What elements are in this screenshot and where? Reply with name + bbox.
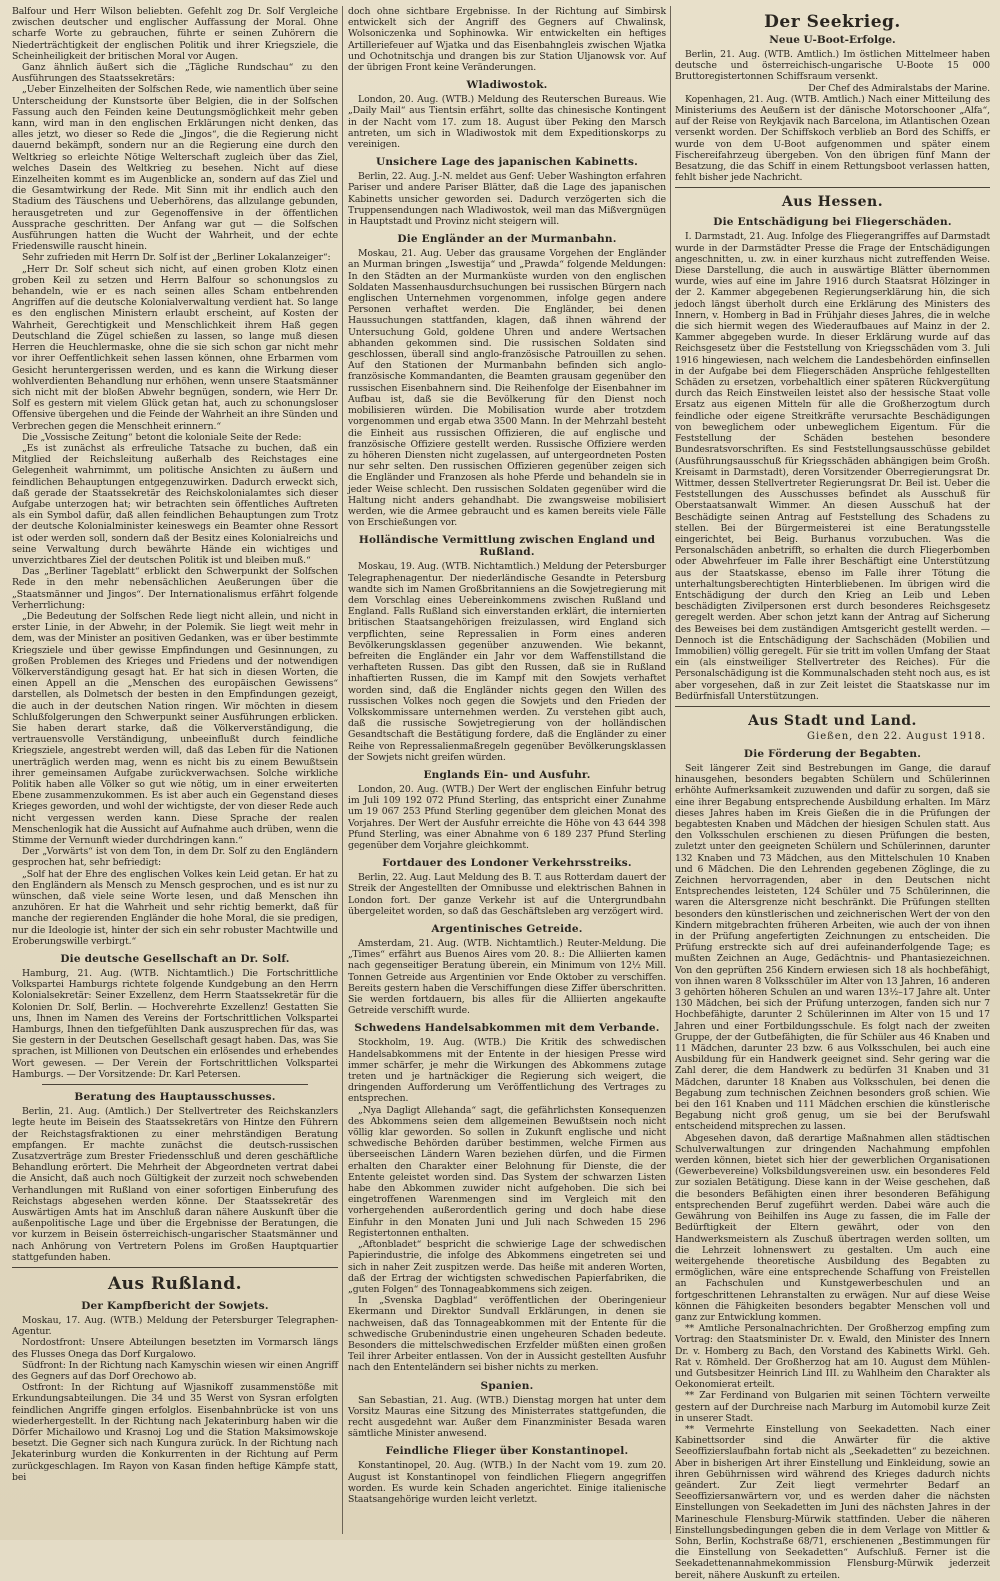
article-headline: Feindliche Flieger über Konstantinopel.: [385, 1445, 629, 1458]
article-paragraph: Kopenhagen, 21. Aug. (WTB. Amtlich.) Nach einer Mitteilung des Ministeriums des Aeußern ist der dänische Motorschooner „Alfa“, auf der Reise von Reykjavik nach Barcelona, im Atlantischen Ozean versenkt worden. Der Schiffskoch verblieb an Bord des Schiffs, er wurde von dem U-Boot aufgenommen und später einem Fischereifahrzeug übergeben. Von den übrigen fünf Mann der Besatzung, die das Schiff in einem Rettungsboot verlassen hatten, fehlt bisher jede Nachricht.: [675, 93, 990, 184]
news-item: ** Amtliche Personalnachrichten. Der Großherzog empfing zum Vortrag: den Staatsminister Dr. v. Ewald, den Minister des Innern Dr. v. Homberg zu Bach, den Vorstand des Kabinetts Wirkl. Geh. Rat v. Römheld. Der Großherzog hat am 10. August dem Mühlen- und Gutsbesitzer Heinrich Lind III. zu Wahlheim den Charakter als Oekonomierat erteilt.: [675, 1323, 990, 1391]
news-item: ** Vermehrte Einstellung von Seekadetten. Nach einer Kabinettsorder sind die Anwärter für die aktive Seeoffizierslaufbahn fortab nicht als „Seekadetten“ zu bezeichnen. Aber in bisherigen Art ihrer Einstellung und Einkleidung, sowie an ihren Gebührnissen wird während des Krieges dadurch nichts geändert. Zur Zeit liegt vermehrter Bedarf an Seeoffiziersanwärtern vor, und es werden daher die nächsten Einstellungen von Seekadetten im Juni des nächsten Jahres in der Marineschule Flensburg-Mürwik stattfinden. Ueber die näheren Einstellungsbedingungen geben die in dem Verlage von Mittler & Sohn, Berlin, Kochstraße 68/71, erschienenen „Bestimmungen für die Einstellung von Seekadetten“ Aufschluß. Ferner ist die Seekadettenannahmekommission Flensburg-Mürwik jederzeit bereit, nähere Auskunft zu erteilen.: [675, 1423, 990, 1581]
article-paragraph: Hamburg, 21. Aug. (WTB. Nichtamtlich.) Die Fortschrittliche Volkspartei Hamburgs richtete folgende Kundgebung an den Herrn Kolonialsekretär: Seiner Exzellenz, dem Herrn Staatssekretär für die Kolonien Dr. Solf, Berlin. — Hochverehrte Exzellenz! Gestatten Sie uns, Ihnen im Namen des Vereins der Fortschrittlichen Volkspartei Hamburgs, Ihnen den tiefgefühlten Dank auszusprechen für das, was Sie gestern in der Deutschen Gesellschaft gesagt haben. Das, was Sie sprachen, ist Millionen von Deutschen ein erlösendes und erhebendes Wort gewesen. — Der Verein der Fortschrittlichen Volkspartei Hamburgs. — Der Vorsitzende: Dr. Karl Petersen.: [12, 968, 338, 1080]
article-headline: Englands Ein- und Ausfuhr.: [423, 768, 591, 781]
article-headline: Unsichere Lage des japanischen Kabinetts.: [375, 156, 639, 169]
article-signature: Der Chef des Admiralstabs der Marine.: [808, 82, 990, 94]
article-paragraph: Ostfront: In der Richtung auf Wjasnikoff zusammenstöße mit Erkundungsabteilungen. Die 34 und 35 Werst von Sysran erfolgten feindlichen Angriffe gingen erfolglos. Eisenbahnbrücke ist von uns wiederhergestellt. In der Richtung nach Jekaterinburg haben wir die Dörfer Michailowo und Krasnoj Log und die Station Maksimowskoje besetzt. Die Gegner sich nach Kungura zurück. In der Richtung nach Jekaterinburg wurden die Konkurrenten in der Richtung auf Perm zurückgeschlagen. Im Rayon von Kasan finden heftige Kämpfe statt, bei: [12, 1382, 338, 1483]
section-rule: [42, 1084, 308, 1085]
article-paragraph: Berlin, 21. Aug. (WTB. Amtlich.) Im östlichen Mittelmeer haben deutsche und österreichisch-ungarische U-Boote 15 000 Bruttoregistertonnen Schiffsraum versenkt.: [675, 49, 990, 83]
article-paragraph: San Sebastian, 21. Aug. (WTB.) Dienstag morgen hat unter dem Vorsitz Mauras eine Sitzung des Ministerrates stattgefunden, die recht ausgedehnt war. Außer dem Finanzminister Besada waren sämtliche Minister anwesend.: [348, 1394, 666, 1440]
article-headline: Die Engländer an der Murmanbahn.: [397, 233, 617, 246]
article-paragraph: Berlin, 22. Aug. Laut Meldung des B. T. aus Rotterdam dauert der Streik der Angestellten der Omnibusse und elektrischen Bahnen in London fort. Der ganze Verkehr ist auf die Untergrundbahn übergeleitet worden, so daß das Geschäftsleben arg verzögert wird.: [348, 872, 666, 917]
article-paragraph: Berlin, 22. Aug. J.-N. meldet aus Genf: Ueber Washington erfahren Pariser und andere Pariser Blätter, daß die Lage des japanischen Kabinetts unsicher geworden sei. Dadurch verzögerten sich die Truppensendungen nach Wladiwostok, weil man das Mißvergnügen in Hauptstadt und Provinz nicht steigern will.: [348, 171, 666, 228]
article-paragraph: Balfour und Herr Wilson beliebten. Gefehlt zog Dr. Solf Vergleiche zwischen deutscher und englischer Auffassung der Moral. Ohne scharfe Worte zu gebrauchen, führte er seinen Zuhörern die Niederträchtigkeit der englischen Politik und ihrer Kriegsziele, die Scheinheiligkeit der britischen Moral vor Augen.: [12, 6, 338, 62]
column-divider: [342, 6, 343, 1534]
article-paragraph: Stockholm, 19. Aug. (WTB.) Die Kritik des schwedischen Handelsabkommens mit der Entente in der hiesigen Presse wird immer schärfer, je mehr die Wirkungen des Abkommens zutage treten und je hartnäckiger die Regierung sich weigert, die dringenden Aufforderung um Veröffentlichung des Vertrages zu entsprechen.: [348, 1037, 666, 1105]
article-paragraph: Seit längerer Zeit sind Bestrebungen im Gange, die darauf hinausgehen, besonders begabten Schülern und Schülerinnen erhöhte Aufmerksamkeit zuzuwenden und dafür zu sorgen, daß sie eine ihrer Begabung entsprechende Ausbildung erhalten. Im März dieses Jahres haben im Kreis Gießen die in die Prüfungen der begabtesten Knaben und Mädchen der hiesigen Schulen statt. Aus den Volksschulen erschienen zu diesen Prüfungen die besten, zuletzt unter den geeigneten Schülern und Schülerinnen, darunter 132 Knaben und 73 Mädchen, aus den Mittelschulen 10 Knaben und 6 Mädchen. Die den Lehrenden gegebenen Zöglinge, die zu Zeichnen hervorragenden, aber in den Deutschen nicht Entsprechendes leisteten, 124 Schüler und 75 Schülerinnen, die waren die Altersgrenze nicht beschränkt. Die Prüfungen stellten besonders den künstlerischen und zeichnerischen Wert der von den Kindern mitgebrachten früheren Arbeiten, wie auch der von ihnen in der Prüfung angefertigten Zeichnungen zu entscheiden. Die Prüfung erstreckte sich auf drei aufeinanderfolgende Tage; es mußten Zeichnen an Auge, Gedächtnis- und Phantasiezeichnen. Von den geprüften 256 Kindern erwiesen sich 18 als hochbefähigt, von ihnen waren 8 Volksschüler im Alter von 13 Jahren, 16 anderen 3 gehörten höheren Schulen an und waren 13½–17 Jahre alt. Unter 130 Mädchen, bei sich der Prüfung unterzogen, fanden sich nur 7 Hochbefähigte, darunter 2 Schülerinnen im Alter von 15 und 17 Jahren und einer Fortbildungsschule. Es folgt nach der zweiten Gruppe, der der Gutbefähigten, die für Schüler aus 46 Knaben und 11 Mädchen, darunter 23 bzw. 6 aus Volksschulen, bei auch eine Ausbildung für ein Handwerk geeignet sind. Sehr gering war die Zahl derer, die dem Handwerk zu bedürfen 31 Knaben und 31 Mädchen, darunter 18 Knaben aus Volksschulen, bei denen die Begabung zum technischen Zeichnen besonders groß schien. Wie bei den 161 Knaben und 111 Mädchen erschien die künstlerische Begabung nicht groß genug, um sie bei der Berufswahl entscheidend mitsprechen zu lassen.: [675, 762, 990, 1133]
section-headline: Aus Hessen.: [781, 194, 884, 211]
article-paragraph: London, 20. Aug. (WTB.) Meldung des Reuterschen Bureaus. Wie „Daily Mail“ aus Tientsin erfährt, sollte das chinesische Kontingent in der Nacht vom 17. zum 18. August über Peking den Marsch antreten, um sich in Wladiwostok mit dem Expeditionskorps zu vereinigen.: [348, 94, 666, 151]
section-subheadline: Neue U-Boot-Erfolge.: [769, 34, 896, 46]
article-paragraph: Die „Vossische Zeitung“ betont die koloniale Seite der Rede:: [22, 431, 302, 443]
article-paragraph: Der „Vorwärts“ ist von dem Ton, in dem Dr. Solf zu den Engländern gesprochen hat, sehr befriedigt:: [12, 846, 338, 869]
article-headline: Holländische Vermittlung zwischen England und Rußland.: [358, 534, 656, 559]
article-headline: Die Entschädigung bei Fliegerschäden.: [713, 216, 952, 229]
section-rule: [675, 706, 990, 707]
article-headline: Fortdauer des Londoner Verkehrsstreiks.: [382, 857, 632, 870]
column-right: [675, 6, 991, 1581]
article-paragraph: Ganz ähnlich äußert sich die „Tägliche Rundschau“ zu den Ausführungen des Staatssekretärs:: [12, 62, 338, 85]
article-paragraph: Das „Berliner Tageblatt“ erblickt den Schwerpunkt der Solfschen Rede in den mehr nebensächlichen Aeußerungen über die „Staatsmänner und Jingos“. Der Internationalismus erfährt folgende Verherrlichung:: [12, 566, 338, 611]
article-paragraph: London, 20. Aug. (WTB.) Der Wert der englischen Einfuhr betrug im Juli 109 192 072 Pfund Sterling, das entspricht einer Zunahme um 19 067 253 Pfund Sterling gegenüber dem gleichen Monat des Vorjahres. Der Wert der Ausfuhr erreichte die Höhe von 43 644 398 Pfund Sterling, was einer Abnahme von 6 189 237 Pfund Sterling gegenüber dem Vorjahre gleichkommt.: [348, 783, 666, 851]
section-headline: Aus Stadt und Land.: [748, 712, 917, 729]
article-headline: Wladiwostok.: [466, 79, 548, 92]
article-paragraph: Moskau, 19. Aug. (WTB. Nichtamtlich.) Meldung der Petersburger Telegraphenagentur. Der niederländische Gesandte in Petersburg wandte sich im Namen Großbritanniens an die Sowjetregierung mit dem Vorschlag eines Uebereinkommens zwischen Rußland und England. Falls Rußland sich einverstanden erklärt, die internierten britischen Staatsangehörigen freizulassen, wird England sich verpflichten, seine Repressalien in Form eines anderen Bevölkerungsklassen gegenüber anzuwenden. Wie bekannt, befreiten die Engländer ein Jahr vor dem Waffenstillstand die verhafteten Russen. Das gibt den Russen, daß sie in Rußland inhaftierten Russen, die im Kampf mit den Sowjets verhaftet worden sind, daß die Engländer nichts gegen den Willen des russischen Volkes noch gegen die Sowjets und den Frieden der Volkskommissare unternehmen werden. Zu verstehen gibt auch, daß die russische Sowjetregierung von der holländischen Gesandtschaft die Bestätigung fordere, daß die Engländer zu einer Reihe von Repressalienmaßregeln gegenüber Bevölkerungsklassen der Sowjets nicht greifen würden.: [348, 561, 666, 763]
column-divider: [670, 6, 671, 1534]
article-paragraph: In „Svenska Dagblad“ veröffentlichen der Oberingenieur Ekermann und Direktor Sundvall Erklärungen, in denen sie nachweisen, daß das Tonnageabkommen mit der Entente für die schwedische Grubenindustrie einen ungeheuren Schaden bedeute. Besonders die mittelschwedischen Erzfelder müßten einen großen Teil ihrer Arbeiter entlassen. Von der in Aussicht gestellten Ausfuhr nach den Ententeländern sei bisher nichts zu merken.: [348, 1295, 666, 1374]
article-paragraph: I. Darmstadt, 21. Aug. Infolge des Fliegerangriffes auf Darmstadt wurde in der Darmstädter Presse die Frage der Entschädigungen angeschnitten, u. zw. in einer kurzhaus nicht zutreffenden Weise. Diese Darstellung, die auch in auswärtige Blätter übernommen wurde, wies auf eine im Jahre 1916 durch Staatsrat Hölzinger in der 2. Kammer abgegebenen Regierungserklärung hin, die sich jedoch längst überholt durch eine Erklärung des Ministers des Innern, v. Homberg in Bad in Frühjahr dieses Jahres, die in welche die sich hiermit wegen des Wiederaufbaues auf Mainz in der 2. Kammer abgegeben wurde. In dieser Erklärung wurde auf das Reichsgesetz über die Feststellung von Kriegsschäden vom 3. Juli 1916 hingewiesen, nach welchem die Landesbehörden einfinsellen in der Aufgabe bei dem Fliegerschäden Ansprüche fehlgestellten Schäden zu ersetzen, vorbehaltlich einer späteren Rückvergütung durch das Reich Einstweilen leistet also der hessische Staat volle Ersatz aus eigenen Mitteln für alle die Großherzogtum durch feindliche oder eigene Streitkräfte verursachte Beschädigungen von beweglichem oder unbeweglichem Eigentum. Für die Feststellung der Schäden bestehen besondere Bundesratsvorschriften. Es sind Feststellungsausschüsse gebildet (Ausführungsausschuß für Kriegsschäden abhängigen beim Großh. Kreisamt in Darmstadt), deren Vorsitzender Oberregierungsrat Dr. Wittmer, dessen Stellvertreter Regierungsrat Dr. Beil ist. Ueber die Feststellungen des Ausschusses befindet als Ausschuß für Oberstaatsanwalt Wimmer. An diesen Ausschuß hat der Beschädigte seinen Antrag auf Feststellung des Schadens zu stellen. Bei der Bürgermeisterei ist eine Beratungsstelle eingerichtet, bei Beig. Burhanus vorzubuchen. Was die Personalschäden anbetrifft, so erhalten die durch Fliegerbomben oder Abwehrfeuer im Falle ihrer Beschäftigt eine Unterstützung aus der Staatskasse, ebenso im Falle ihrer Tötung die unterhaltungsberechtigten Hinterbliebenen. Im übrigen wird die Entschädigung der durch den Krieg an Leib und Leben beschädigten Zivilpersonen erst durch besonderes Reichsgesetz geregelt werden. Aber schon jetzt kann der Antrag auf Sicherung des Beweises bei dem zuständigen Amtsgericht gestellt werden. — Dennoch ist die Entschädigung der Sachschäden (Mobilien und Immobilien) völlig geregelt. Für sie tritt im vollen Umfang der Staat ein (als einstweiliger Stellvertreter des Reiches). Für die Personalschädigung ist die Kommunalschaden steht noch aus, es ist aber vorgesehen, daß in zur Zeit leistet die Staatskasse nur im Bedürfnisfall Unterstützungen.: [675, 231, 991, 702]
article-paragraph: doch ohne sichtbare Ergebnisse. In der Richtung auf Simbirsk entwickelt sich der Angriff des Gegners auf Chwalinsk, Wolsoniczenka und Sophinowka. Wir entwickelten ein heftiges Artilleriefeuer auf Wjatka und das Eisenbahngleis zwischen Wjatka und Ochotnitschja und drangen bis zur Station Uljanowsk vor. Auf der übrigen Front keine Veränderungen.: [348, 6, 666, 74]
section-rule: [12, 1267, 338, 1268]
news-item: ** Zar Ferdinand von Bulgarien mit seinen Töchtern verweilte gestern auf der Durchreise nach Marburg im Automobil kurze Zeit in unserer Stadt.: [675, 1390, 990, 1424]
article-paragraph: Berlin, 21. Aug. (Amtlich.) Der Stellvertreter des Reichskanzlers legte heute im Beisein des Staatssekretärs von Hintze den Führern der Reichstagsfraktionen zu einer mehrständigen Beratung empfangen. Er machte zunächst die deutsch-russischen Zusatzverträge zum Brester Friedensschluß und deren geschäftliche Behandlung erörtert. Die Mehrheit der Abgeordneten vertrat dabei die Ansicht, daß auch noch Gültigkeit der zurzeit noch schwebenden Verhandlungen mit Rußland von einer sofortigen Einberufung des Reichstags abgesehen werden könne. Der Staatssekretär des Auswärtigen Amts hat im Anschluß daran nähere Auskunft über die außenpolitische Lage und über die Ergebnisse der Beratungen, die vor kurzem in Beisein österreichisch-ungarischer Staatsmänner und nach Anhörung von Vertretern Polens im Großen Hauptquartier stattgefunden haben.: [12, 1106, 338, 1263]
article-headline: Die deutsche Gesellschaft an Dr. Solf.: [60, 953, 290, 966]
article-paragraph: Abgesehen davon, daß derartige Maßnahmen allen städtischen Schulverwaltungen zur dringenden Nachahmung empfohlen werden können, bietet sich hier der gewerblichen Organisationen (Gewerbevereine) Volksbildungsvereinen usw. ein besonderes Feld zur sozialen Betätigung. Diese kann in der Weise geschehen, daß die besonders Befähigten einen ihrer besonderen Befähigung entsprechenden Beruf zugeführt werden. Dabei wäre auch die Gewährung von Beihilfen ins Auge zu fassen, die im Falle der Bedürftigkeit der Eltern gewährt, oder von den Handwerksmeistern als Zuschuß übertragen werden sollten, um die Lehrzeit lohnenswert zu gestalten. Um auch eine weitergehende theoretische Ausbildung des Begabten zu ermöglichen, wäre eine entsprechende Schaffung von Freistellen an Fachschulen und Kunstgewerbeschulen und an fortgeschrittenen Lehranstalten zu erwägen. Nur auf diese Weise können die Fähigkeiten besonders begabter Menschen voll und ganz zur Entwicklung kommen.: [675, 1132, 990, 1323]
article-paragraph: Moskau, 21. Aug. Ueber das grausame Vorgehen der Engländer an Murman bringen „Iswestija“ und „Prawda“ folgende Meldungen: In den Städten an der Murmanküste wurden von den englischen Soldaten Massenhausdurchsuchungen bei russischen Bürgern nach englischen Unternehmen vorgenommen, infolge gegen andere Personen verhaftet werden. Die Engländer, bei denen Haussuchungen stattfanden, klagen, daß ihnen während der Untersuchung Gold, goldene Uhren und andere Wertsachen abhanden gekommen sind. Die russischen Soldaten sind geschlossen, überall sind anglo-französische Patrouillen zu sehen. Auf den Stationen der Murmanbahn befinden sich anglo-französische Kommandanten, die Beamten grausam gegenüber den russischen Eisenbahnern sind. Die Reihenfolge der Eisenbahner im Aufbau ist, daß sie die Bevölkerung für den Dienst noch mobilisieren würden. Die Mobilisation wurde aber trotzdem vorgenommen und ergab etwa 3500 Mann. In der Mehrzahl besteht die Einheit aus russischen Offizieren, die auf englische und französische Offiziere gestellt werden. Russische Offiziere werden zu höheren Diensten nicht zugelassen, auf untergeordneten Posten nur sehr selten. Den russischen Offizieren gegenüber zeigen sich die Engländer und Franzosen als hohe Pferde und behandeln sie in jeder Weise schlecht. Den russischen Soldaten gegenüber wird die Haltung nicht anders gehandhabt. Die zwangsweise mobilisiert werden, wie die Armee gebraucht und es kamen bereits viele Fälle von Erschießungen vor.: [348, 248, 666, 529]
article-paragraph: Nordostfront: Unsere Abteilungen besetzten im Vormarsch längs des Flusses Onega das Dorf Kurgalowo.: [12, 1337, 338, 1360]
article-paragraph: „Es ist zunächst als erfreuliche Tatsache zu buchen, daß ein Mitglied der Reichsleitung außerhalb des Reichstages eine Gelegenheit wahrnimmt, um politische Ansichten zu äußern und feindlichen Behauptungen entgegenzuwirken. Dadurch erweckt sich, daß gerade der Staatssekretär des Reichskolonialamtes sich dieser Aufgabe unterzogen hat; wir betrachten sein öffentliches Auftreten als ein Symbol dafür, daß allen feindlichen Behauptungen zum Trotz der deutsche Kolonialminister keineswegs ein Beamter ohne Ressort ist oder werden soll, sondern daß der Besitz eines Kolonialreichs und seine Verwaltung durch bewährte Hände ein wichtiges und unverzichtbares Ziel der deutschen Politik ist und bleiben muß.“: [12, 442, 338, 566]
article-headline: Der Kampfbericht der Sowjets.: [81, 1299, 269, 1312]
dateline: Gießen, den 22. August 1918.: [807, 730, 986, 742]
article-headline: Argentinisches Getreide.: [431, 923, 583, 936]
article-paragraph: Amsterdam, 21. Aug. (WTB. Nichtamtlich.) Reuter-Meldung. Die „Times“ erfährt aus Buenos Aires vom 20. 8.: Die Alliierten kamen nach gegenseitiger Beratung überein, ein Minimum von 12½ Mill. Tonnen Getreide aus Argentinien vor Ende Oktober zu verschiffen. Bereits gestern haben die Verschiffungen diese Ziffer überschritten. Sie werden fortdauern, bis alles für die Alliierten angekaufte Getreide verschifft wurde.: [348, 938, 666, 1017]
article-headline: Die Förderung der Begabten.: [743, 747, 922, 760]
section-headline: Aus Rußland.: [107, 1273, 243, 1294]
article-headline: Beratung des Hauptausschusses.: [74, 1091, 276, 1104]
article-paragraph: Konstantinopel, 20. Aug. (WTB.) In der Nacht vom 19. zum 20. August ist Konstantinopel von feindlichen Fliegern angegriffen worden. Es wurde kein Schaden angerichtet. Einige italienische Staatsangehörige wurden leicht verletzt.: [348, 1460, 666, 1505]
article-paragraph: „Nya Dagligt Allehanda“ sagt, die gefährlichsten Konsequenzen des Abkommens seien dem allgemeinen Bewußtsein noch nicht völlig klar geworden. So sollen in Zukunft englische und nicht schwedische Behörden darüber bestimmen, welche Firmen aus überseeischen Ländern Waren beziehen dürfen, und die Firmen erhalten den Charakter einer Belohnung für Dienste, die der Entente geleistet worden sind. Das System der schwarzen Listen habe den Abkommen zuwider nicht aufgehoben. Die sich bei eingetroffenen Warenmengen sind im Vergleich mit den vorhergehenden außerordentlich gering und doch habe diese Einfuhr in den Monaten Juni und Juli nach Schweden 15 296 Registertonnen enthalten.: [348, 1104, 666, 1239]
article-headline: Schwedens Handelsabkommen mit dem Verbande.: [354, 1022, 660, 1035]
article-paragraph: Sehr zufrieden mit Herrn Dr. Solf ist der „Berliner Lokalanzeiger“:: [22, 252, 331, 264]
section-headline: Der Seekrieg.: [764, 12, 901, 32]
article-paragraph: „Ueber Einzelheiten der Solfschen Rede, wie namentlich über seine Unterscheidung der Kunstsorte über Belgien, die in der Solfschen Fassung auch den Feinden keine Deutungsmöglichkeit mehr geben kann, wird man in den englischen Erklärungen nicht denken, das alles jetzt, wo dieser so Rede die „Jingos“, die die Regierung nicht dauernd bekämpft, sondern nur an die Regierung eine durch den Weltkrieg so erleichte Nötige Welterschaft zugleich über das Ziel, welches Dasein des Weltkrieg zu besehen. Nicht auf diese Einzelheiten kommt es im Augenblicke an, sondern auf das Ziel und die Gesamtwirkung der Rede. Mit Sinn mit ihr endlich auch den Stadium des Täuschens und Ueberhörens, das allzulange gebunden, herausgetreten und zur Gegenoffensive in der öffentlichen Aussprache geschritten. Der Anfang war gut — die Solfschen Ausführungen hatten die Wucht der Wahrheit, und der echte Friedenswille rauscht hinein.: [12, 84, 338, 253]
column-middle: [348, 6, 666, 1534]
article-paragraph: „Aftonbladet“ bespricht die schwierige Lage der schwedischen Papierindustrie, die infolge des Abkommens eingetreten sei und sich in naher Zeit zuspitzen werde. Das heiße mit anderen Worten, daß der Ertrag der wichtigsten schwedischen Papierfabriken, die „guten Folgen“ des Tonnageabkommens sich zeigen.: [348, 1239, 666, 1295]
column-left: [12, 6, 338, 1534]
article-paragraph: Moskau, 17. Aug. (WTB.) Meldung der Petersburger Telegraphen-Agentur.: [12, 1314, 338, 1338]
article-paragraph: „Die Bedeutung der Solfschen Rede liegt nicht allein, und nicht in erster Linie, in der Abwehr, in der Polemik. Sie liegt weit mehr in dem, was der Minister an positiven Gedanken, was er über bestimmte Kriegsziele und über gewisse Empfindungen und Gesinnungen, zu großen Problemen des Krieges und Friedens und der notwendigen Völkerverständigung gesagt hat. Er hat sich in diesen Worten, die einen Appell an die „Menschen des europäischen Gewissens“ darstellen, als Dolmetsch der besten in den Empfindungen gezeigt, die auch in der deutschen Nation ringen. Wir möchten in diesem Schlußfolgerungen den Schwerpunkt seiner Ausführungen erblicken. Sie haben derart starke, daß die Völkerverständigung, die vertrauensvolle Verständigung, unbeeinflußt durch feindliche Kriegsziele, angestrebt werden will, daß das Leben für die Nationen unerträglich werden mag, wenn es nicht bis zu einem Bewußtsein ihrer gemeinsamen Aufgabe zurückverwachsen. Solche wirkliche Politik haben alle Völker so gut wie nötig, um in einer erweiterten Ebene zusammenzukommen. Es ist aber auch ein Gegenstand dieses Krieges geworden, und wohl der wichtigste, der von dieser Rede auch nicht vergessen werden kann. Diese Sprache der realen Menschenlogik hat die Aussicht auf Aufnahme auch drüben, wenn die Stimme der Vernunft wieder durchdringen kann.“: [12, 610, 338, 847]
article-paragraph: „Solf hat der Ehre des englischen Volkes kein Leid getan. Er hat zu den Engländern als Mensch zu Mensch gesprochen, und es ist nur zu wünschen, daß viele seine Worte lesen, und daß Menschen ihn anzuhören. Er hat die Wahrheit und sehr richtig bemerkt, daß für manche der regierenden Engländer die hohe Moral, die sie predigen, nur die Ideologie ist, hinter der sich ein sehr robuster Machtwille und Eroberungswille verbirgt.“: [12, 868, 338, 947]
article-headline: Spanien.: [480, 1379, 534, 1392]
article-paragraph: Südfront: In der Richtung nach Kamyschin wiesen wir einen Angriff des Gegners auf das Dorf Orechowo ab.: [12, 1359, 338, 1382]
section-rule: [675, 187, 990, 188]
article-paragraph: „Herr Dr. Solf scheut sich nicht, auf einen groben Klotz einen groben Keil zu setzen und Herrn Balfour so schonungslos zu behandeln, wie er es nach seinen alles Scham entbehrenden Angriffen auf die deutsche Kolonialverwaltung verdient hat. So lange es den englischen Ministern erlaubt erscheint, auf Kosten der Wahrheit, Gerechtigkeit und Menschlichkeit ihrem Haß gegen Deutschland die Zügel schießen zu lassen, so lange muß diesen Herren die Heuchlermaske, ohne die sie sich schon gar nicht mehr vor ihrer Oeffentlichkeit sehen lassen können, ohne Erbarmen vom Gesicht heruntergerissen werden, und es kann die Wirkung dieser wohlverdienten Behandlung nur erhöhen, wenn unsere Staatsmänner sich nicht mit der bloßen Abwehr begnügen, sondern, wie Herr Dr. Solf es gestern mit vielem Glück getan hat, auch zu schonungsloser Offensive übergehen und die Feinde der Wahrheit an ihre Sünden und Verbrechen gegen die Menschheit erinnern.“: [12, 263, 338, 432]
